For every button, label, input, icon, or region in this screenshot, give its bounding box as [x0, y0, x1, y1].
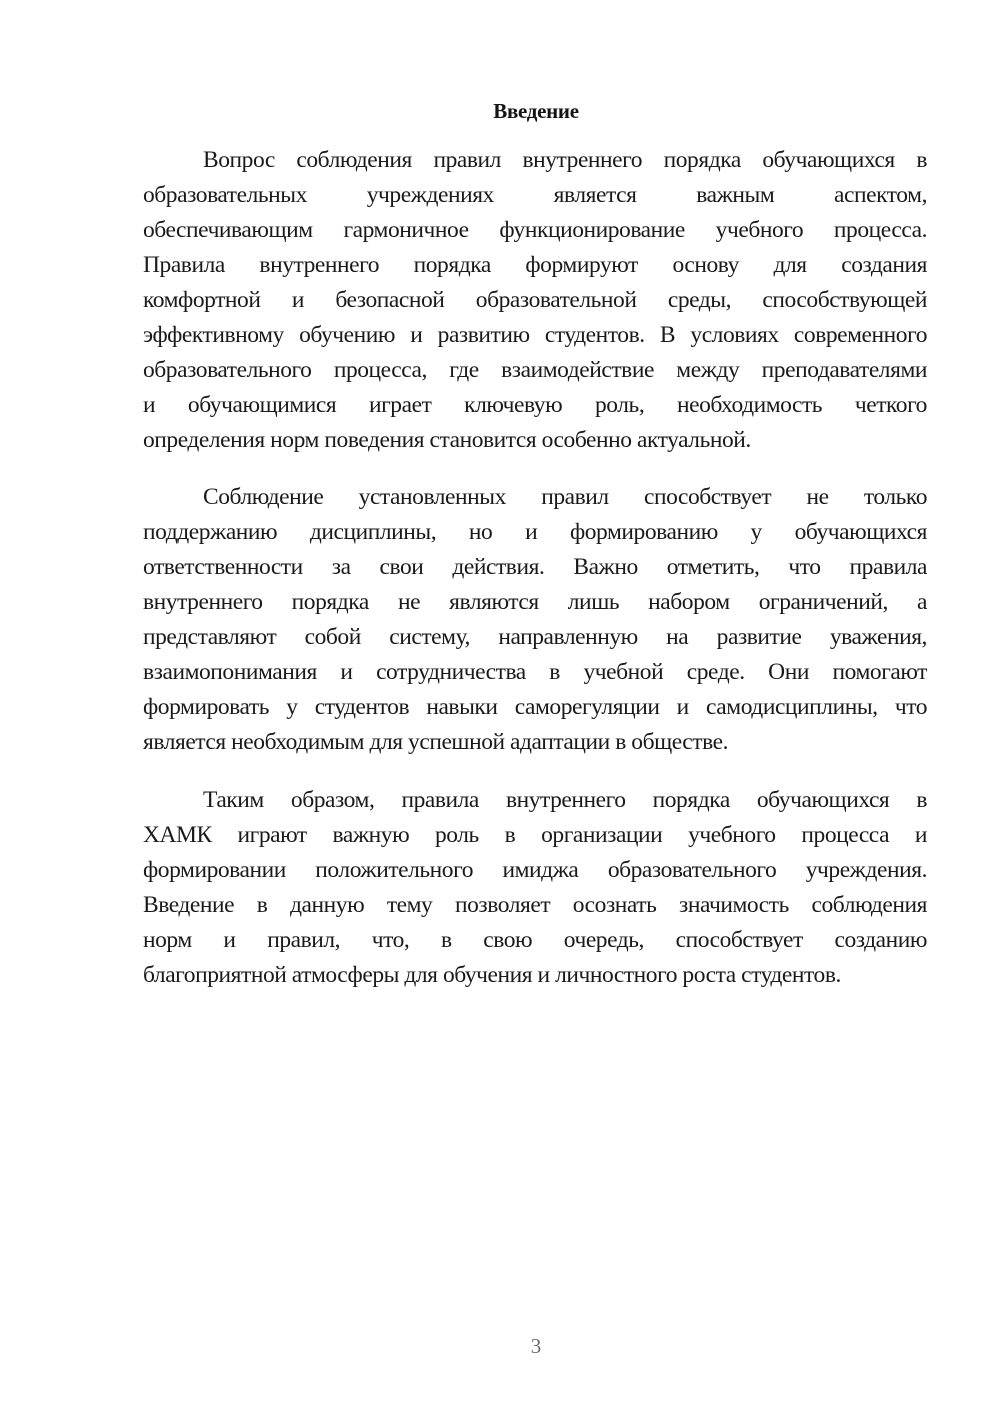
paragraph-line: ХАМК играют важную роль в организации учебного процесса и — [143, 822, 927, 848]
page-number: 3 — [530, 1334, 542, 1358]
paragraph-line: и обучающимися играет ключевую роль, необходимость четкого — [143, 392, 927, 418]
paragraph-line: представляют собой систему, направленную на развитие уважения, — [143, 624, 927, 650]
paragraph-line: Введение в данную тему позволяет осознать значимость соблюдения — [143, 892, 927, 918]
paragraph-line: эффективному обучению и развитию студентов. В условиях современного — [143, 322, 927, 348]
paragraph-line: определения норм поведения становится особенно актуальной. — [143, 427, 751, 453]
paragraph-line: поддержанию дисциплины, но и формированию у обучающихся — [143, 519, 927, 545]
paragraph-line: внутреннего порядка не являются лишь набором ограничений, а — [143, 589, 927, 615]
paragraph-line: обеспечивающим гармоничное функционирование учебного процесса. — [143, 217, 927, 243]
paragraph-line: благоприятной атмосферы для обучения и личностного роста студентов. — [143, 962, 841, 988]
paragraph-line: взаимопонимания и сотрудничества в учебной среде. Они помогают — [143, 659, 927, 685]
paragraph-line: норм и правил, что, в свою очередь, способствует созданию — [143, 927, 927, 953]
paragraph-2 — [143, 480, 927, 760]
paragraph-line: Соблюдение установленных правил способствует не только — [203, 484, 927, 510]
paragraph-line: Вопрос соблюдения правил внутреннего порядка обучающихся в — [203, 147, 927, 173]
paragraph-line: формировать у студентов навыки саморегуляции и самодисциплины, что — [143, 694, 927, 720]
paragraph-line: ответственности за свои действия. Важно отметить, что правила — [143, 554, 927, 580]
section-title: Введение — [493, 99, 579, 123]
paragraph-1 — [143, 143, 927, 458]
paragraph-line: Правила внутреннего порядка формируют основу для создания — [143, 252, 927, 278]
paragraph-3 — [143, 783, 927, 993]
paragraph-line: является необходимым для успешной адаптации в обществе. — [143, 729, 729, 755]
paragraph-line: образовательных учреждениях является важным аспектом, — [143, 182, 927, 208]
paragraph-line: образовательного процесса, где взаимодействие между преподавателями — [143, 357, 927, 383]
paragraph-line: комфортной и безопасной образовательной среды, способствующей — [143, 287, 927, 313]
paragraph-line: формировании положительного имиджа образовательного учреждения. — [143, 857, 927, 883]
paragraph-line: Таким образом, правила внутреннего порядка обучающихся в — [203, 787, 927, 813]
